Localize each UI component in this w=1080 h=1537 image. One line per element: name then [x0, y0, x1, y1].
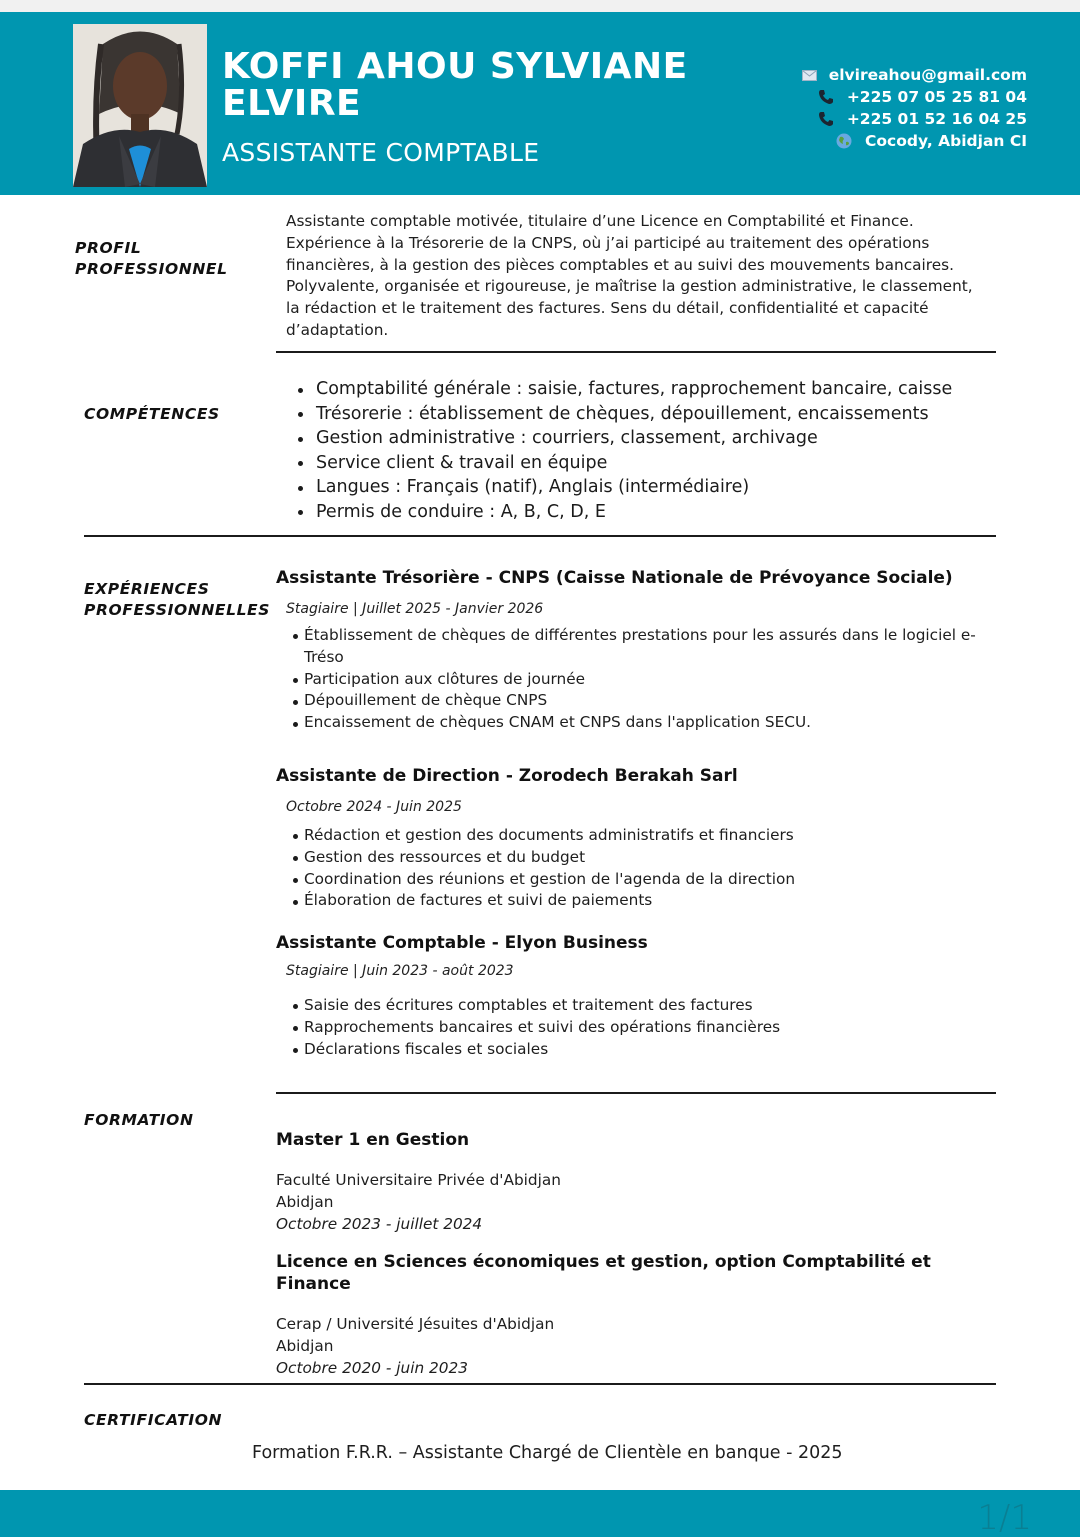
job-task: Élaboration de factures et suivi de paiements — [276, 890, 996, 912]
contact-location: Cocody, Abidjan CI — [767, 130, 1027, 152]
profile-photo — [73, 24, 207, 187]
degree-title: Master 1 en Gestion — [276, 1130, 470, 1150]
degree-city: Abidjan — [276, 1336, 334, 1355]
degree-period: Octobre 2023 - juillet 2024 — [276, 1214, 483, 1233]
portrait-icon — [73, 24, 207, 187]
candidate-title: ASSISTANTE COMPTABLE — [222, 138, 540, 167]
job-period: Stagiaire | Juin 2023 - août 2023 — [286, 963, 514, 979]
job-task: Saisie des écritures comptables et traitement des factures — [276, 995, 996, 1017]
candidate-name: KOFFI AHOU SYLVIANE ELVIRE — [222, 46, 688, 124]
section-label-experience: EXPÉRIENCES PROFESSIONNELLES — [84, 580, 271, 619]
envelope-icon — [801, 67, 819, 83]
divider — [84, 1383, 996, 1385]
footer-banner — [0, 1490, 1080, 1537]
contact-phone-1[interactable]: +225 07 05 25 81 04 — [767, 86, 1027, 108]
contact-email[interactable]: elvireahou@gmail.com — [767, 64, 1027, 86]
job-task: Coordination des réunions et gestion de l'agenda de la direction — [276, 869, 996, 891]
job-title: Assistante Comptable - Elyon Business — [276, 933, 648, 953]
skills-list — [292, 377, 992, 524]
job-entry-elyon — [276, 932, 996, 1060]
skill-item: Service client & travail en équipe — [292, 451, 992, 476]
degree-school: Cerap / Université Jésuites d'Abidjan — [276, 1315, 555, 1333]
job-task: Déclarations fiscales et sociales — [276, 1039, 996, 1061]
job-tasks — [276, 995, 996, 1060]
degree-city: Abidjan — [276, 1192, 334, 1211]
job-task: Rédaction et gestion des documents administratifs et financiers — [276, 825, 996, 847]
section-label-skills: COMPÉTENCES — [84, 405, 220, 423]
section-label-certification: CERTIFICATION — [84, 1411, 223, 1429]
job-entry-zorodech — [276, 765, 996, 912]
job-period: Stagiaire | Juillet 2025 - Janvier 2026 — [286, 601, 544, 617]
skill-item: Trésorerie : établissement de chèques, dépouillement, encaissements — [292, 402, 992, 427]
job-task: Établissement de chèques de différentes prestations pour les assurés dans le logiciel e-Tréso — [276, 625, 986, 669]
header-banner — [0, 12, 1080, 195]
job-title: Assistante de Direction - Zorodech Berakah Sarl — [276, 766, 738, 786]
education-entry-licence — [276, 1251, 996, 1379]
divider — [84, 535, 996, 537]
globe-icon — [835, 133, 853, 149]
contact-block — [767, 64, 1027, 152]
job-task: Rapprochements bancaires et suivi des opérations financières — [276, 1017, 996, 1039]
job-task: Participation aux clôtures de journée — [276, 669, 986, 691]
skill-item: Gestion administrative : courriers, classement, archivage — [292, 426, 992, 451]
job-tasks — [276, 625, 986, 734]
divider — [276, 1092, 996, 1094]
job-task: Gestion des ressources et du budget — [276, 847, 996, 869]
education-entry-master — [276, 1129, 996, 1235]
page-indicator: 1/1 — [977, 1498, 1032, 1537]
skill-item: Comptabilité générale : saisie, factures, rapprochement bancaire, caisse — [292, 377, 992, 402]
job-task: Dépouillement de chèque CNPS — [276, 690, 986, 712]
job-tasks — [276, 825, 996, 912]
skill-item: Permis de conduire : A, B, C, D, E — [292, 500, 992, 525]
certification-item: Formation F.R.R. – Assistante Chargé de Clientèle en banque - 2025 — [252, 1443, 843, 1463]
job-period: Octobre 2024 - Juin 2025 — [286, 799, 462, 815]
phone-icon — [817, 111, 835, 127]
degree-period: Octobre 2020 - juin 2023 — [276, 1358, 468, 1377]
divider — [276, 351, 996, 353]
phone-icon — [817, 89, 835, 105]
degree-title: Licence en Sciences économiques et gestion, option Comptabilité et Finance — [276, 1252, 931, 1294]
skill-item: Langues : Français (natif), Anglais (intermédiaire) — [292, 475, 992, 500]
top-strip — [0, 0, 1080, 12]
job-entry-cnps — [276, 567, 996, 734]
section-label-profile: PROFIL PROFESSIONNEL — [75, 239, 228, 278]
job-task: Encaissement de chèques CNAM et CNPS dans l'application SECU. — [276, 712, 986, 734]
profile-summary: Assistante comptable motivée, titulaire d’une Licence en Comptabilité et Finance. Expérience à la Trésorerie de la CNPS, où j’ai participé au traitement des opérations financières, à la gestion des pièces comptables et au suivi des mouvements bancaires. Polyvalente, organisée et rigoureuse, je maîtrise la gestion administrative, le classement, la rédaction et le traitement des factures. Sens du détail, confidentialité et capacité d’adaptation. — [286, 212, 973, 339]
degree-school: Faculté Universitaire Privée d'Abidjan — [276, 1171, 561, 1189]
job-title: Assistante Trésorière - CNPS (Caisse Nationale de Prévoyance Sociale) — [276, 568, 953, 588]
section-label-education: FORMATION — [84, 1111, 194, 1129]
contact-phone-2[interactable]: +225 01 52 16 04 25 — [767, 108, 1027, 130]
